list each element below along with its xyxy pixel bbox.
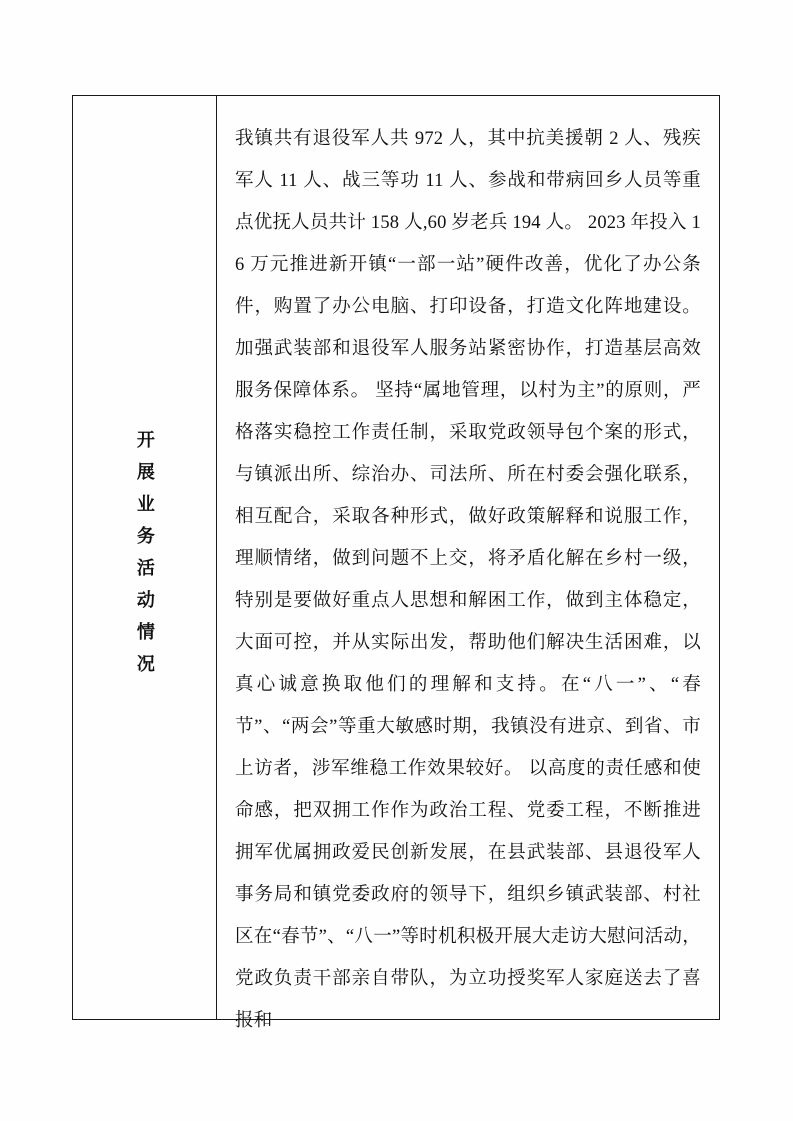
row-label: 开展业务活动情况	[134, 429, 155, 686]
body-paragraph: 我镇共有退役军人共 972 人，其中抗美援朝 2 人、残疾军人 11 人、战三等功 11 人、参战和带病回乡人员等重点优抚人员共计 158 人,60 岁老兵 194 人。 2023 年投入 16 万元推进新开镇“一部一站”硬件改善，优化了办公条件，购置了办公电脑、打印设备，打造文化阵地建设。加强武装部和退役军人服务站紧密协作，打造基层高效服务保障体系。 坚持“属地管理，以村为主”的原则，严格落实稳控工作责任制，采取党政领导包个案的形式，与镇派出所、综治办、司法所、所在村委会强化联系，相互配合，采取各种形式，做好政策解释和说服工作，理顺情绪，做到问题不上交，将矛盾化解在乡村一级，特别是要做好重点人思想和解困工作，做到主体稳定，大面可控，并从实际出发，帮助他们解决生活困难，以真心诚意换取他们的理解和支持。在“八一”、“春节”、“两会”等重大敏感时期，我镇没有进京、到省、市上访者，涉军维稳工作效果较好。 以高度的责任感和使命感，把双拥工作作为政治工程、党委工程，不断推进拥军优属拥政爱民创新发展，在县武装部、县退役军人事务局和镇党委政府的领导下，组织乡镇武装部、村社区在“春节”、“八一”等时机积极开展大走访大慰问活动，党政负责干部亲自带队，为立功授奖军人家庭送去了喜报和	[235, 129, 701, 1031]
table-row-label-cell	[73, 96, 217, 1019]
table-content-cell	[217, 96, 719, 1031]
document-table	[72, 95, 720, 1031]
